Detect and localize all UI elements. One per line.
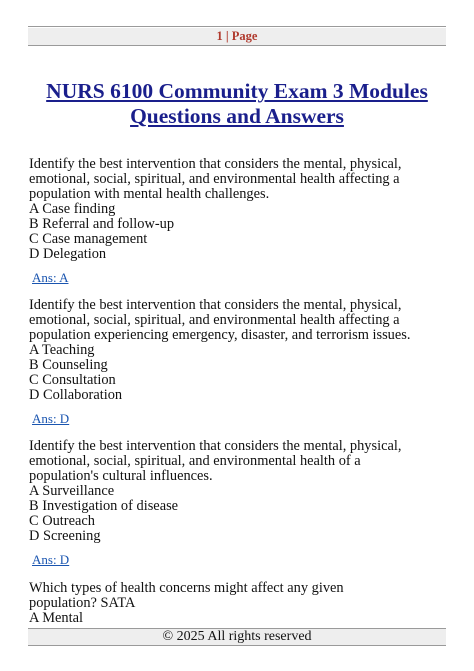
answer-option: A Case finding — [29, 201, 116, 217]
page-number-header: 1 | Page — [28, 28, 446, 46]
title-line-2: Questions and Answers — [130, 104, 344, 128]
answer-option: A Teaching — [29, 342, 95, 358]
question-stem-line: population experiencing emergency, disaster, and terrorism issues. — [29, 327, 411, 343]
question-block — [29, 298, 461, 403]
answer-option: D Delegation — [29, 246, 107, 262]
question-stem-line: population? SATA — [29, 595, 136, 611]
question-block — [29, 439, 461, 544]
question-stem-line: emotional, social, spiritual, and environmental health affecting a — [29, 171, 400, 187]
question-stem-line: Identify the best intervention that considers the mental, physical, — [29, 297, 402, 313]
question-stem-line: emotional, social, spiritual, and environmental health affecting a — [29, 312, 400, 328]
question-stem-line: emotional, social, spiritual, and environmental health of a — [29, 453, 361, 469]
answer-option: C Consultation — [29, 372, 116, 388]
header-top-rule — [28, 26, 446, 27]
question-block — [29, 157, 461, 262]
answer-option: A Mental — [29, 610, 83, 626]
question-stem-line: population's cultural influences. — [29, 468, 213, 484]
answer-option: B Counseling — [29, 357, 108, 373]
question-stem-line: Identify the best intervention that considers the mental, physical, — [29, 438, 402, 454]
answer-option: D Collaboration — [29, 387, 123, 403]
answer-option: C Case management — [29, 231, 148, 247]
answer-option: B Investigation of disease — [29, 498, 179, 514]
document-title — [20, 79, 454, 129]
answer-key-link[interactable]: Ans: A — [32, 270, 69, 285]
answer-key-link[interactable]: Ans: D — [32, 411, 70, 426]
answer-option: A Surveillance — [29, 483, 115, 499]
question-stem-line: Which types of health concerns might affect any given — [29, 580, 344, 596]
title-line-1: NURS 6100 Community Exam 3 Modules — [46, 79, 428, 103]
answer-option: D Screening — [29, 528, 101, 544]
copyright-footer: © 2025 All rights reserved — [28, 629, 446, 646]
answer-option: C Outreach — [29, 513, 95, 529]
answer-option: B Referral and follow-up — [29, 216, 175, 232]
question-block — [29, 581, 461, 626]
question-stem-line: Identify the best intervention that considers the mental, physical, — [29, 156, 402, 172]
answer-key-link[interactable]: Ans: D — [32, 552, 70, 567]
question-stem-line: population with mental health challenges. — [29, 186, 270, 202]
